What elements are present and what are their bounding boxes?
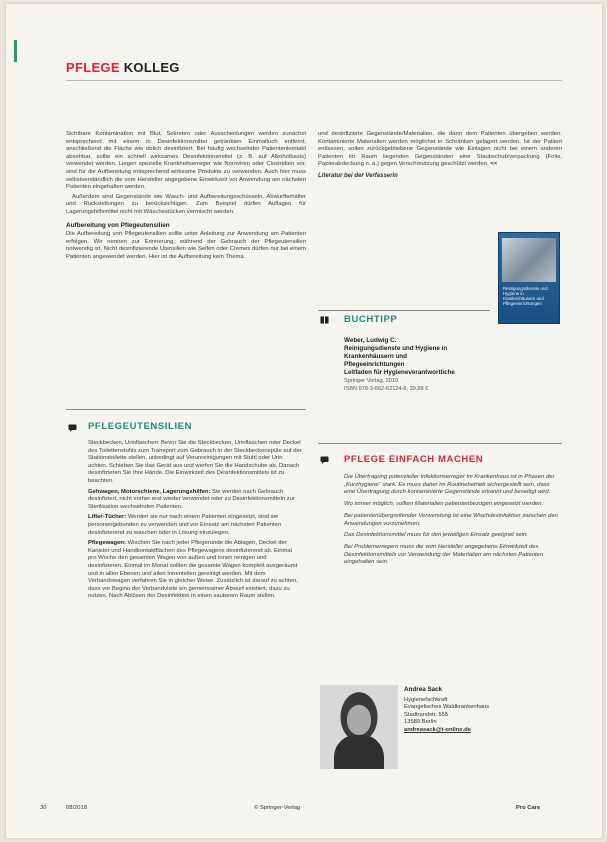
pflegeutensilien-list [88,440,302,604]
pflege-einfach-list [344,474,562,571]
footer-page-number: 30 [40,805,47,811]
author-role: Hygienefachkraft [404,696,448,703]
page-header-title [66,60,180,75]
book-author: Weber, Ludwig C. [344,337,397,344]
header-divider [66,80,562,81]
end-mark: << [490,161,498,168]
book-cover-title: Reinigungsdienste und Hygiene in Krankenhäusern und Pflegeeinrichtungen [503,286,548,306]
list-item: Gehwagen, Motorschiene, Lagerungshilfen: Sie werden nach Gebrauch desinfiziert, nicht vorher erst wieder verwendet oder zu Desinfektionsmitteln zur Sterilisation wechselnden Patienten. [88,488,295,510]
book-publisher: Springer Verlag, 2010 [344,378,399,384]
book-title: Krankenhäusern und [344,353,407,360]
list-item: Das Desinfektionsmittel muss für den jeweiligen Einsatz geeignet sein. [344,532,529,539]
author-street: Stadtrandstr. 555 [404,711,449,718]
author-employer: Evangelisches Waldkrankenhaus [404,704,490,711]
list-item: Pflegewagen: Wischen Sie nach jeder Pflegerunde die Ablagen, Deckel der Kanister und Handkontaktflächen des Pflegewagens desinfizierend ab. Einmal pro Woche den gesamten Wagen von außen und innen reinigen und desinfizieren. Einmal im Monat sollten die gesamte Wagen komplett ausgeräumt und in allen Ebenen und allen Innenteilen gereinigt werden. Mit dem Verbandswagen verfahren Sie in gleicher Weise. Zusätzlich ist darauf zu achten, dass vor Beginn der Verbandvisite ein gemeinsamer Abwurf existiert, dazu zu nutzen. Nach Ablösen der Desinfektion in einen sauberen Raum stellen. [88,540,298,600]
footer-issue: 08/2018 [66,805,87,811]
speech-bubble-icon [68,424,77,432]
list-item: Die Übertragung potenzieller Infektionserreger im Krankenhaus ist in Phasen der „Kurzhygiene“ stark. Es muss daher im Routinebetrieb sichergestellt sein, dass eine Übertragung durch kontaminierte Gegenstände erkannt und beseitigt wird. [344,474,555,496]
pflege-einfach-divider [318,443,562,444]
left-paragraph: Außerdem sind Gegenstände wie Wasch- und Aufbereitungsschüsseln, Abwurfbehälter und Rückstellungen zu berücksichtigen. Zum Beispiel dürfen Auflagen für Lagerungshilfsmittel nicht mit Wäschestücken vermischt werden. [66,193,306,215]
book-title: Pflegeeinrichtungen [344,361,405,368]
header-title-part1: PFLEGE [66,60,120,75]
header-title-part2: KOLLEG [123,60,180,75]
subheading-aufbereitung: Aufbereitung von Pflegeutensilien [66,221,170,229]
footer-brand: Pro Care [516,805,541,811]
speech-bubble-icon [320,456,329,464]
buchtipp-title: BUCHTIPP [344,314,398,325]
book-title: Reinigungsdienste und Hygiene in [344,345,448,352]
buchtipp-details [344,337,494,393]
book-cover [498,232,560,324]
list-item: Bei Problemerregern muss die vom Hersteller angegebene Einwirkzeit des Desinfektionsmittels vor Verwendung der Materialien am nächsten Patienten eingehalten sein. [344,543,544,566]
author-info [404,686,489,735]
left-paragraph: Sichtbare Kontamination mit Blut, Sekreten oder Ausscheidungen werden zunächst entsprechend mit einem in Desinfektionsmittel getränkten Einmaltuch entfernt, anschließend die Fläche wie üblich desinfiziert. Bei häufig wechselnder Patientenkontakt absehbar, sollte ein schnell wirksames Desinfektionsmittel (z. B. auf Alkoholbasis) verwendet werden. Liegen spezielle Krankheitserreger wie Noroviren oder Clostridien vor, sind für die Aufbereitung entsprechend wirksame Produkte zu verwenden. Auch hier muss selbstverständlich die vom Hersteller angegebene Einwirkzeit vor Anwendung am nächsten Patienten eingehalten werden. [66,131,306,191]
pflege-einfach-title: PFLEGE EINFACH MACHEN [344,454,484,465]
book-isbn: ISBN 978-3-662-62124-8, 39,99 € [344,386,429,392]
buchtipp-divider [318,310,490,311]
left-column [66,131,306,264]
list-item: Lifter-Tücher: Werden sie nur nach einem Patienten eingesetzt, sind sie personengebunden zu verwenden und vor Einsatz am nächsten Patienten desinfizierend zu waschen oder in Lösung einzulegen. [88,514,282,536]
right-column [318,131,562,181]
author-photo [320,685,398,769]
pflegeutensilien-title: PFLEGEUTENSILIEN [88,421,193,432]
list-item: Bei patientenübergreifender Verwendung ist eine Wischdesinfektion zwischen den Anwendungen vorzunehmen. [344,512,558,527]
right-paragraph: und desinfizierte Gegenstände/Materialien, die dann dem Patienten übergeben werden. Kontaminierte Materialien werden möglichst in Schränken gelagert werden. Ist der Patient entlassen, sollen zurückgebliebene Gegenstände wie Einlagen nicht bei einem anderen Patienten im Raum liegenden Gegenständen eine Staubschutzverpackung (Folie, Papierabdeckung o. ä.) gegen Verschmutzung geschützt werden. << [318,131,562,168]
book-subtitle: Leitfaden für Hygieneverantwortliche [344,369,455,376]
list-item: Wo immer möglich, sollten Materialien patientenbezogen eingesetzt werden. [344,501,544,508]
list-item: Steckbecken, Urinflaschen: Bevor Sie die Steckbecken, Urinflaschen oder Deckel des Toilettenstuhls zum Transport zum Gebrauch in der Steckbeckenspüle auf der Stationstoilette stellen, unbedingt auf Verunreinigungen mit Stuhl oder Urin achten. Schieben Sie das Gerät aus und werfen Sie die Handschuhe ab. Danach desinfizieren Sie Ihre Hände. Die Einwirkzeit des Desinfektionsmittels ist zu beachten. [88,440,302,484]
footer-publisher: © Springer-Verlag [254,805,301,811]
author-email-link[interactable]: andreasack@t-online.de [404,726,471,733]
book-icon [320,316,329,324]
pflegeutensilien-divider [66,409,306,410]
author-name: Andrea Sack [404,686,443,693]
literature-note: Literatur bei der Verfasserin [318,172,398,179]
book-cover-image [502,238,556,282]
left-paragraph: Die Aufbereitung von Pflegeutensilien sollte unter Anleitung zur Anwendung am Patienten erfolgen. Wir nennen zur Erinnerung, während der Gebrauch der Pflegeutensilien notwendig ist. Nicht desinfizierende Utensilien wie Seifen oder Cremes dürfen nur bei einem Patienten angewendet werden. Hier ist die Aufbereitung kein Thema. [66,231,307,260]
accent-bar [14,40,17,62]
author-city: 13589 Berlin [404,719,437,726]
